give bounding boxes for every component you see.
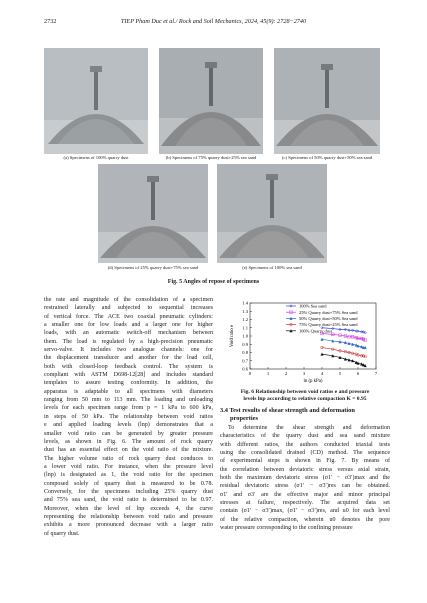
text-line: Conversely, for the specimens including 25% quarry dust	[44, 488, 213, 495]
text-line: servo-valve. It includes two analogue channels: one for	[44, 347, 213, 354]
section-heading	[220, 407, 390, 424]
text-line: water pressure corresponding to the confining pressure	[220, 525, 353, 532]
data-point	[364, 339, 367, 342]
section-heading-line: 3.4 Test results of shear strength and deformation	[220, 407, 355, 414]
text-line: σ1′ and σ3′ are the effective major and minor principal	[220, 491, 390, 498]
text-line: the correlation between deviatoric stress versus axial strain,	[220, 466, 390, 473]
legend-label: 50% Quarry dust+50% Sea sand	[299, 316, 358, 321]
text-line: both with closed-loop feedback control. The system is	[44, 363, 213, 370]
text-line: and 75% sea sand, the void ratio is determined to be 0.97.	[44, 497, 213, 504]
legend-label: 75% Quarry dust+25% Sea sand	[299, 322, 358, 328]
photo-c-caption: (c) Specimens of 50% quarry dust+50% sea sand	[281, 155, 373, 160]
y-tick-label: 0.6	[242, 366, 248, 372]
text-line: characteristics of the quarry dust and sea sand mixture	[220, 433, 390, 440]
text-line: apparatus is adaptable to all specimens with diameters	[44, 388, 213, 395]
text-line: the rate and magnitude of the consolidation of a specimen	[44, 297, 213, 303]
x-tick-label: 3	[302, 371, 306, 376]
y-tick-label: 1.1	[242, 325, 248, 331]
legend-label: 100% Quarry dust	[299, 328, 332, 334]
text-line: The higher volume ratio of rock quarry dust conduces to	[44, 455, 213, 462]
y-tick-label: 0.8	[242, 350, 248, 356]
figure-6-caption	[220, 389, 390, 403]
void-ratio-chart	[226, 297, 386, 385]
text-line: To determine the shear strength and deformation	[228, 425, 390, 431]
text-line: templates to assure testing conformity. In addition, the	[44, 380, 213, 387]
text-line: with different ratios, the authors conducted triaxial tests	[220, 441, 390, 448]
photo-e	[217, 164, 327, 263]
text-line: stresses at failure, respectively. The acquired data set	[220, 500, 390, 507]
text-line: using the consolidated drained (CD) method. The sequence	[220, 450, 390, 457]
legend-label: 25% Quarry dust+75% Sea sand	[299, 309, 358, 315]
text-line: contain (σ1′ − σ3′)max, (σ1′ − σ3′)res, and u0 for each level	[220, 508, 390, 515]
right-column-text	[220, 424, 390, 532]
photo-b-caption: (b) Specimens of 75% quarry dust+25% sea sand	[165, 155, 257, 160]
text-line: a smaller one for low loads and a larger one for higher	[44, 322, 213, 329]
text-line: (lnp) is designated as 1, the void ratio for the specimen	[44, 472, 213, 479]
figure-6-chart	[226, 297, 386, 385]
legend-label: 100% Sea sand	[299, 303, 327, 309]
text-line: the displacement transducer and another for the load cell,	[44, 355, 213, 362]
text-line: residual deviatoric stress (σ1′ − σ3′)res can be obtained.	[220, 483, 390, 490]
text-line: compliant with ASTM D698-12[28] and includes standard	[44, 372, 213, 379]
photo-c	[274, 48, 380, 154]
text-line: a lower void ratio. For instance, when the pressure level	[44, 463, 213, 470]
text-line: representing the relationship between void ratio and pressure	[44, 513, 213, 520]
text-line: both the maximum deviatoric stress (σ1′ − σ3′)max and the	[220, 475, 390, 482]
photo-a	[44, 48, 148, 154]
text-line: dust has an essential effect on the void ratio of the mixture.	[44, 447, 213, 454]
x-tick-label: 1	[266, 371, 270, 376]
y-axis-label: Void ratio e	[230, 324, 235, 348]
text-line: levels, as shown in Fig. 6. The amount of rock quarry	[44, 438, 213, 445]
x-tick-label: 4	[320, 371, 324, 376]
text-line: smaller void ratio can be generated by greater pressure	[44, 430, 213, 437]
x-tick-label: 5	[338, 371, 342, 376]
text-line: exhibits a more pronounced decrease with a larger ratio	[44, 522, 213, 529]
data-point	[355, 361, 358, 364]
figure-6-caption-line: levels lnp according to relative compaction K = 0.95	[243, 396, 367, 403]
y-tick-label: 0.7	[242, 358, 248, 364]
photo-a-caption: (a) Specimens of 100% quarry dust	[63, 155, 129, 160]
x-tick-label: 6	[356, 371, 360, 376]
text-line: levels for each specimen range from p = 1 kPa to 600 kPa,	[44, 405, 213, 412]
journal-title: TIEP Pham Duc et al./ Rock and Soil Mechanics, 2024, 45(9): 2728−2740	[120, 18, 307, 25]
text-line: restrained laterally and subjected to sequential increases	[44, 305, 213, 312]
y-tick-label: 1.4	[242, 300, 248, 306]
figure-5-caption: Fig. 5 Angles of repose of specimens	[167, 279, 260, 285]
text-line: of the relative compaction, wherein u0 denotes the pore	[220, 516, 390, 523]
y-tick-label: 1.2	[242, 317, 248, 323]
text-line: of experimental steps is shown in Fig. 7. By means of	[220, 458, 390, 465]
page-number: 2732	[44, 18, 57, 25]
text-line: them. The load is regulated by a high-precision pneumatic	[44, 338, 213, 345]
x-tick-label: 7	[374, 371, 378, 376]
y-tick-label: 0.9	[242, 341, 248, 347]
x-tick-label: 0	[248, 371, 252, 376]
text-line: composed solely of quarry dust is measured to be 0.78.	[44, 480, 213, 487]
text-line: e and applied loading levels (lnp) demonstrates that a	[44, 422, 213, 429]
x-tick-label: 2	[284, 371, 288, 376]
text-line: loads, with an automatic switch-off mechanism between	[44, 330, 213, 337]
left-column-text	[44, 296, 213, 538]
text-line: Moreover, when the level of lnp exceeds 4, the curve	[44, 505, 213, 512]
figure-6-caption-line: Fig. 6 Relationship between void ratios e and pressure	[240, 389, 370, 395]
photo-d-caption: (d) Specimens of 25% quarry dust+75% sea sand	[107, 265, 199, 270]
section-heading-line: properties	[230, 415, 258, 423]
text-line: in steps of 50 kPa. The relationship between void ratios	[44, 413, 213, 420]
running-header	[44, 18, 383, 30]
text-line: of quarry dust.	[44, 530, 80, 537]
photo-b	[159, 48, 263, 154]
text-line: of vertical force. The ACE two coaxial pneumatic cylinders:	[44, 313, 213, 320]
text-line: ranging from 50 mm to 113 mm. The loading and unloading	[44, 397, 213, 404]
photo-d	[98, 164, 208, 263]
y-tick-label: 1.3	[242, 308, 248, 314]
x-axis-label: ln (p kPa)	[303, 379, 323, 384]
series-line	[322, 334, 365, 341]
photo-e-caption: (e) Specimens of 100% sea sand	[242, 265, 302, 270]
y-tick-label: 1.0	[242, 333, 248, 339]
